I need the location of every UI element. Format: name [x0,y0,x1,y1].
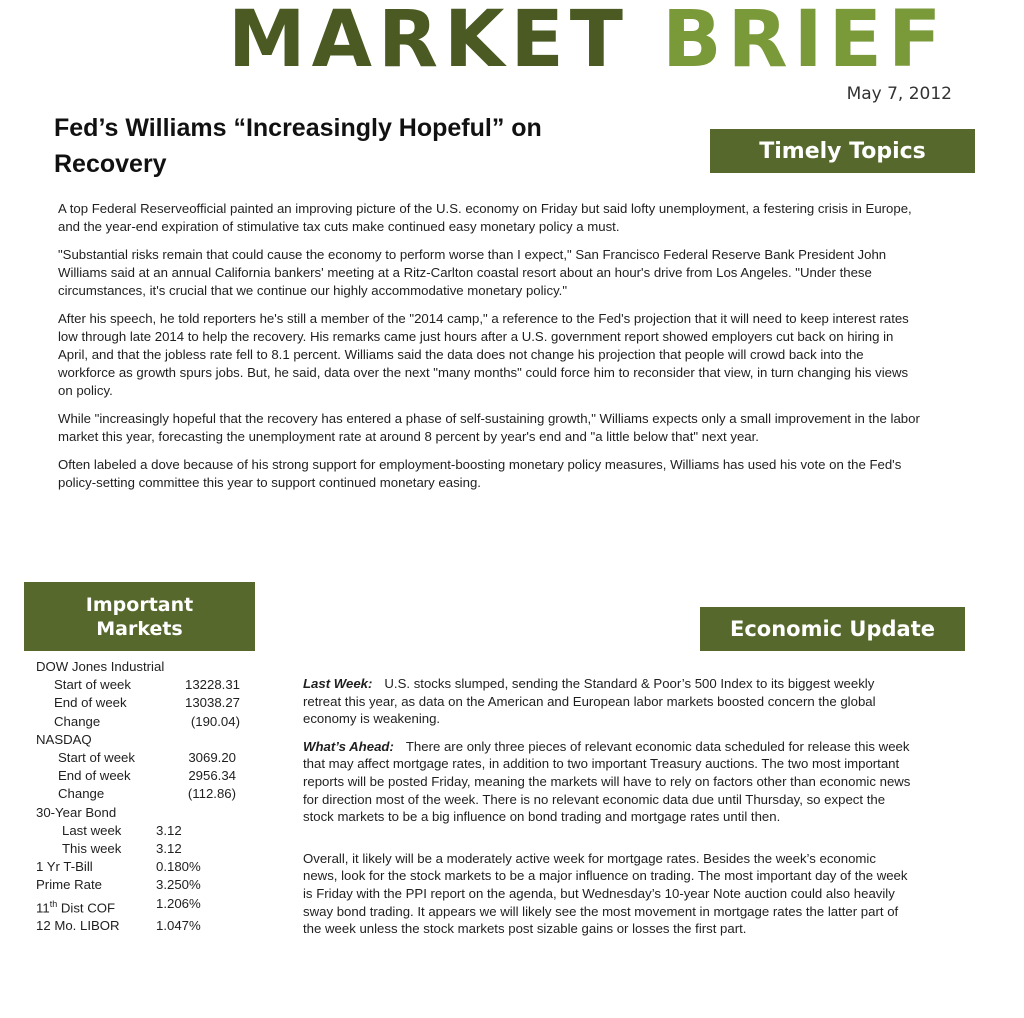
bond-heading: 30-Year Bond [36,804,117,820]
article-paragraph: "Substantial risks remain that could cause the economy to perform worse than I expect," San Francisco Federal Reserve Bank President John Williams said at an annual California bankers' meeting at a Ritz-Carlton coastal resort about an hour's drive from Los Angeles. "Under these circumstances, it's crucial that we continue our highly accommodative monetary policy." [58,247,887,298]
nasdaq-end-label: End of week [58,768,131,784]
timely-topics-banner [710,129,975,173]
nasdaq-start-value: 3069.20 [188,750,236,766]
market-row [36,895,266,918]
article-paragraph: While "increasingly hopeful that the recovery has entered a phase of self-sustaining growth," Williams expects only a small improvement in the labor market this year, forecasting the unemployment rate at around 8 percent by year's end and "a little below that" next year. [58,411,920,444]
markets-table [36,658,266,935]
article-paragraph: Often labeled a dove because of his strong support for employment-boosting monetary policy measures, Williams has used his vote on the Fed's policy-setting committee this year to support continued monetary easing. [58,457,902,490]
libor-value: 1.047% [156,918,201,934]
dow-start-label: Start of week [54,677,131,693]
market-row [36,822,266,840]
whats-ahead-lead: What’s Ahead: [303,738,394,754]
cof-value: 1.206% [156,895,201,911]
nasdaq-change-label: Change [58,786,105,802]
masthead [228,0,968,85]
tbill-label: 1 Yr T-Bill [36,859,93,875]
bond-this-value: 3.12 [156,841,182,857]
prime-label: Prime Rate [36,877,102,893]
market-row [36,713,266,731]
cof-label-number: 11 [36,900,50,916]
last-week-lead: Last Week: [303,676,373,691]
paragraph-spacer [303,836,913,850]
important-markets-title-line2: Markets [96,617,183,640]
bond-this-label: This week [62,841,122,857]
prime-value: 3.250% [156,877,201,893]
masthead-word-brief: BRIEF [662,0,948,85]
cof-label-text: Dist COF [57,900,116,916]
timely-topics-title: Timely Topics [759,138,926,164]
dow-heading: DOW Jones Industrial [36,659,165,674]
cof-label [36,895,156,918]
cof-label-suffix: th [49,898,58,909]
headline: Fed’s Williams “Increasingly Hopeful” on Recovery [54,114,542,178]
nasdaq-change-value: (112.86) [187,786,236,802]
economic-update-body [303,675,913,948]
important-markets-title-line1: Important [85,593,194,616]
whats-ahead-text: There are only three pieces of relevant economic data scheduled for release this week that may affect mortgage rates, in addition to two important Treasury auctions. The two most important reports will be posted Friday, meaning the markets will have to rely on factors other than economic news for direction most of the week. There is no relevant economic data due until Thursday, so expect the stock markets to be a big influence on bond trading and mortgage rates until then. [303,738,911,825]
economic-update-title: Economic Update [729,617,935,641]
last-week-text: U.S. stocks slumped, sending the Standard & Poor’s 500 Index to its biggest weekly retreat this year, as data on the American and European labor markets boosted concern the global economy is weakening. [303,676,876,727]
economic-update-banner [700,607,965,651]
market-row [36,917,266,935]
article-paragraph: A top Federal Reserveofficial painted an improving picture of the U.S. economy on Friday but said lofty unemployment, a festering crisis in Europe, and the year-end expiration of stimulative tax cuts make continued easy monetary policy a must. [58,201,912,234]
market-row [36,876,266,894]
market-row [36,749,266,767]
bond-last-label: Last week [62,822,122,838]
dow-change-value: (190.04) [190,713,240,729]
dow-start-value: 13228.31 [184,677,240,693]
dow-change-label: Change [54,713,101,729]
issue-date: May 7, 2012 [846,84,952,104]
libor-label: 12 Mo. LIBOR [36,918,120,934]
nasdaq-end-value: 2956.34 [188,768,236,784]
market-row [36,676,266,694]
nasdaq-heading: NASDAQ [36,731,92,747]
masthead-word-market: MARKET [228,0,629,85]
market-row [36,840,266,858]
article-body [58,200,924,502]
market-row [36,858,266,876]
market-row [36,785,266,803]
last-week-paragraph [303,675,913,728]
dow-end-label: End of week [54,695,127,711]
market-row [36,767,266,785]
article-paragraph: After his speech, he told reporters he's still a member of the "2014 camp," a reference to the Fed's projection that it will need to keep interest rates low through late 2014 to help the recovery. His remarks came just hours after a U.S. government report showed employers cut back on hiring in April, and that the jobless rate fell to 8.1 percent. Williams said the data does not change his projection that people will crowd back into the workforce as growth spurs jobs. But, he said, data over the next "many months" could force him to reconsider that view, in turn changing his views on policy. [58,311,909,398]
dow-end-value: 13038.27 [184,695,240,711]
bond-last-value: 3.12 [156,822,182,838]
overall-paragraph: Overall, it likely will be a moderately active week for mortgage rates. Besides the week’s economic news, look for the stock markets to be a major influence on trading. The most important day of the week is Friday with the PPI report on the agenda, but Wednesday’s 10-year Note auction could also heavily sway bond trading. It appears we will likely see the most movement in mortgage rates the latter part of the week unless the stock markets post sizable gains or losses the first part. [303,850,908,937]
market-row [36,694,266,712]
important-markets-banner [24,582,255,651]
tbill-value: 0.180% [156,859,201,875]
whats-ahead-paragraph [303,738,913,826]
nasdaq-start-label: Start of week [58,750,135,766]
